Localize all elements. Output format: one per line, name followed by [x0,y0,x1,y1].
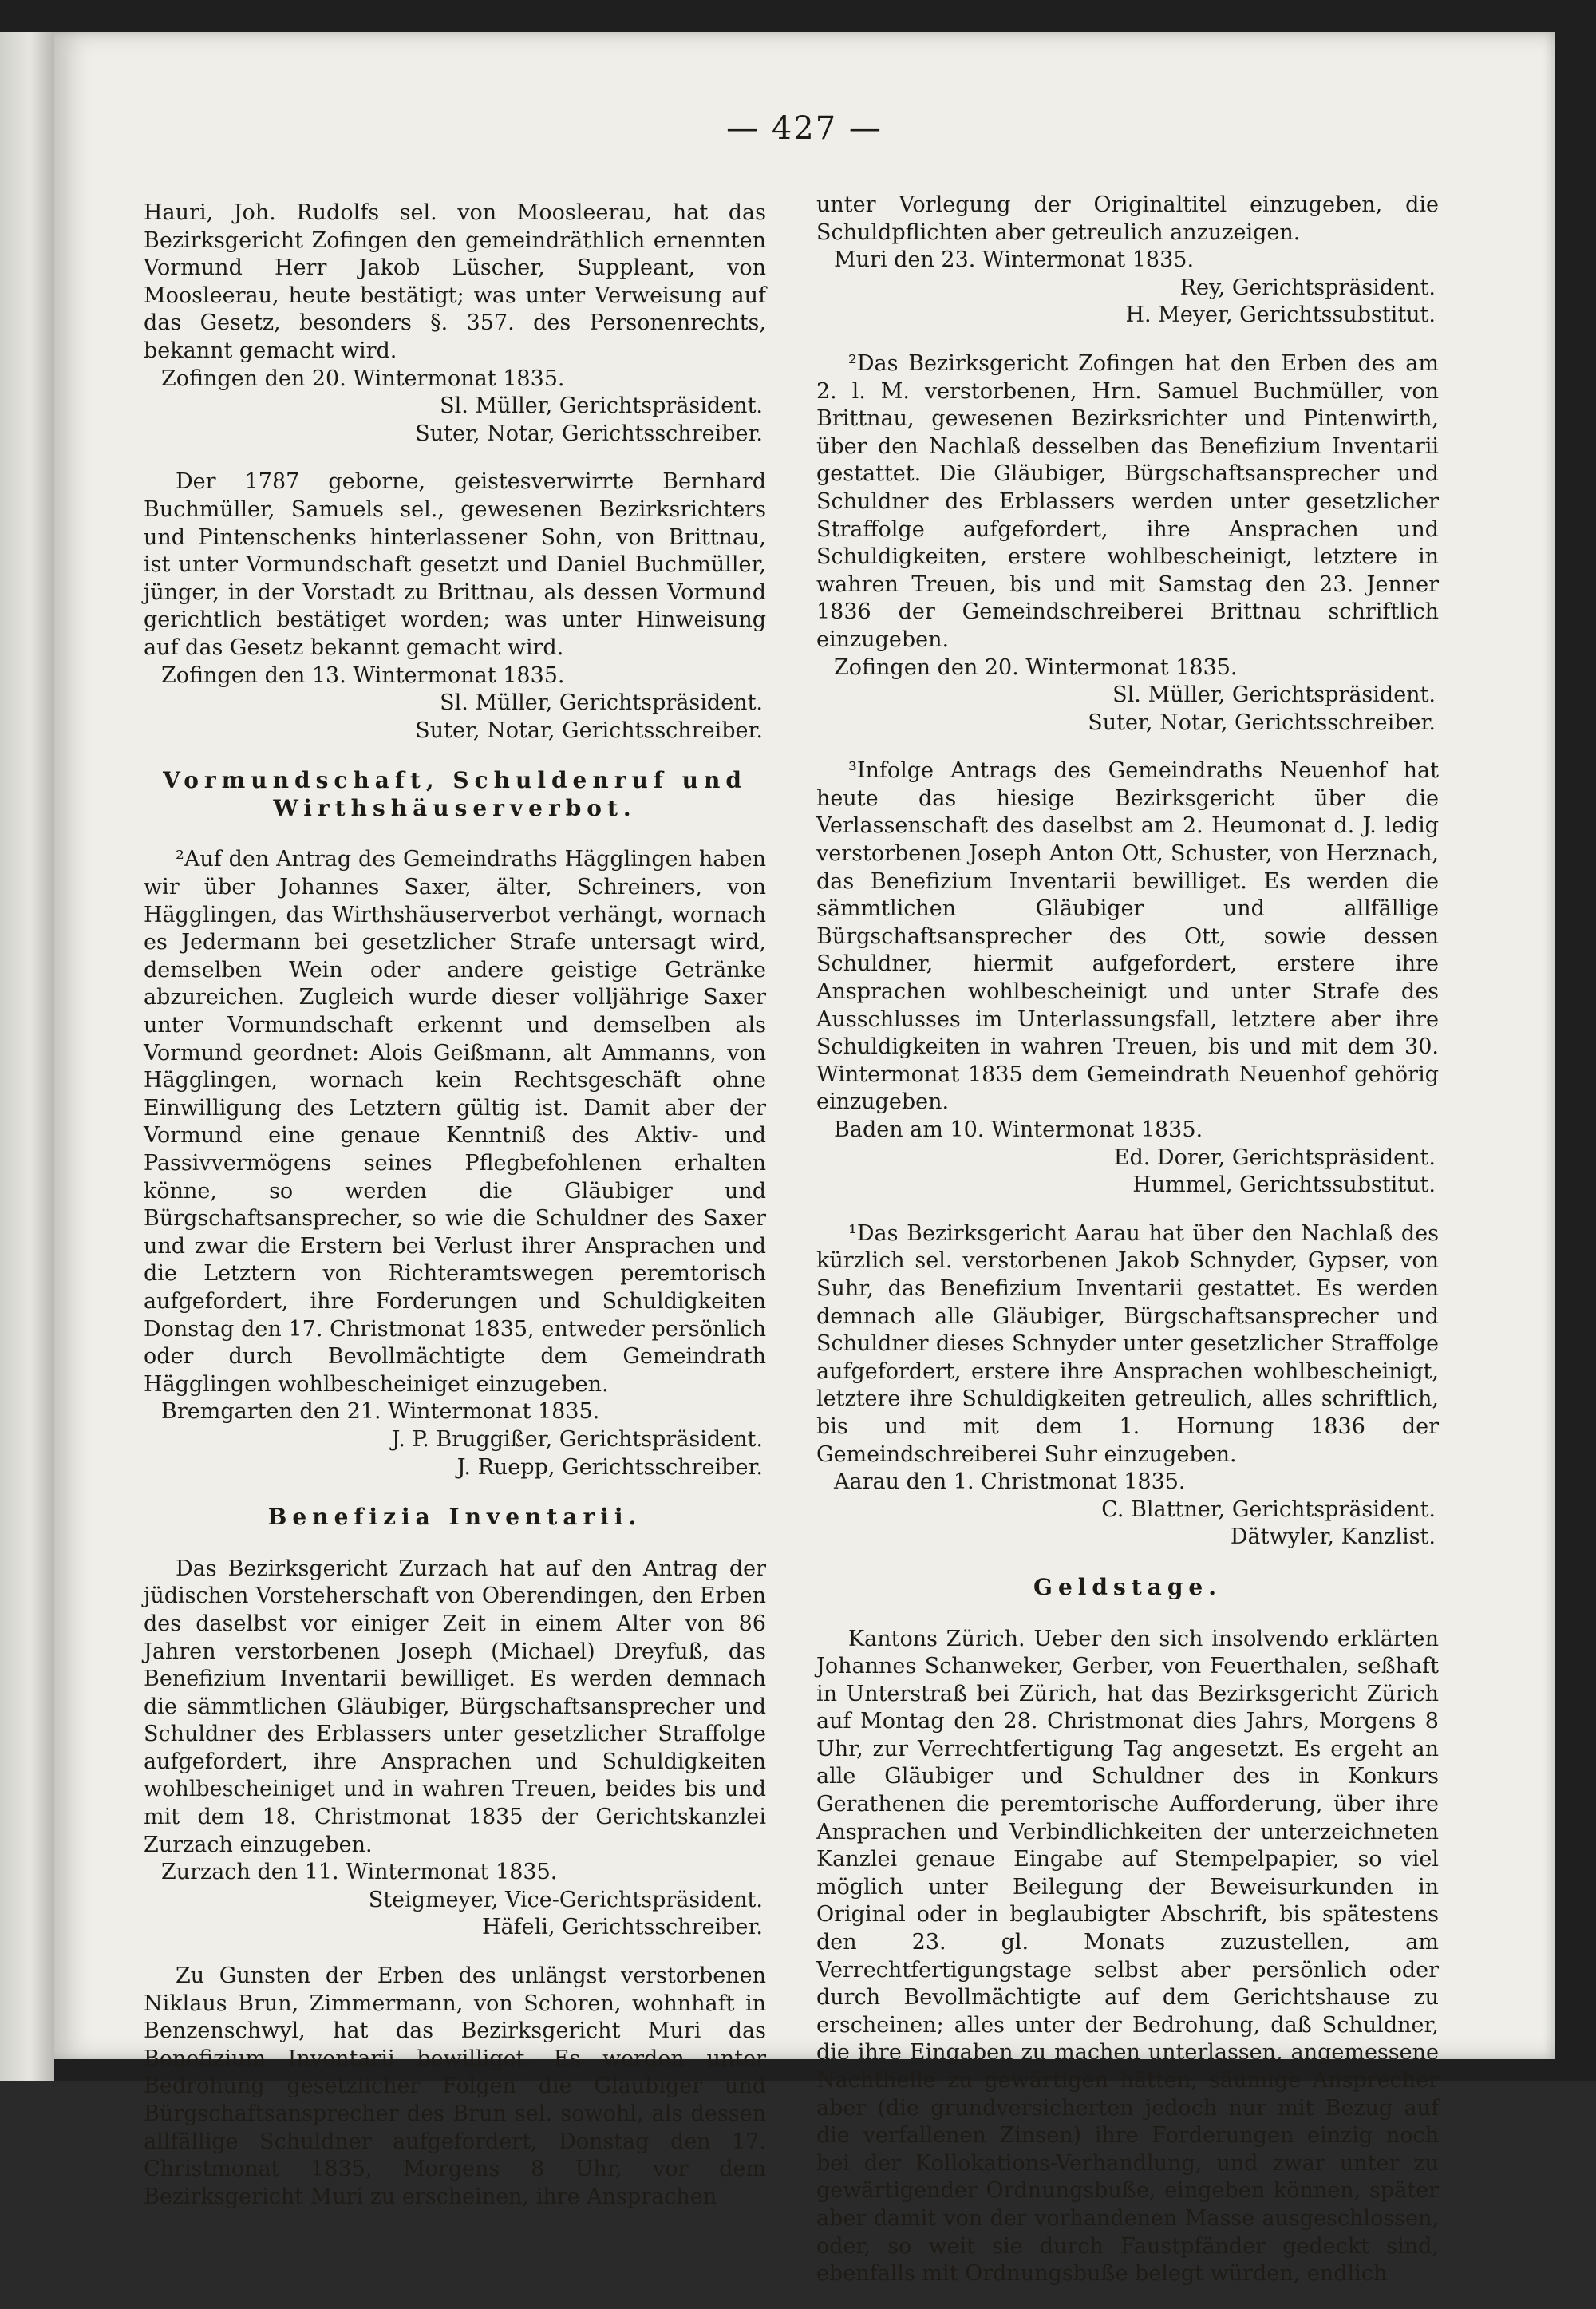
section-heading-geldstage: Geldstage. [1033,1573,1222,1600]
notice-signature: Sl. Müller, Gerichtspräsident. [440,393,763,419]
notice-signature: Hummel, Gerichtssubstitut. [1132,1172,1436,1198]
notice-buchmueller-brittnau [816,350,1439,737]
notice-text: ²Das Bezirksgericht Zofingen hat den Erben des am 2. l. M. verstorbenen, Hrn. Samuel Buchmüller, von Brittnau, gewesenen Bezirksrichter und Pintenwirth, über den Nachlaß desselben das Benefizium Inventarii gestattet. Die Gläubiger, Bürgschaftsansprecher und Schuldner des Erblassers werden unter gesetzlicher Straffolge aufgefordert, ihre Ansprachen und Schuldigkeiten, erstere wohlbescheinigt, letztere in wahren Treuen, bis und mit Samstag den 23. Jenner 1836 der Gemeindschreiberei Brittnau schriftlich einzugeben. [816,350,1439,652]
notice-text: Der 1787 geborne, geistesverwirrte Bernhard Buchmüller, Samuels sel., gewesenen Bezirksrichters und Pintenschenks hinterlassener Sohn, von Brittnau, ist unter Vormundschaft gesetzt und Daniel Buchmüller, jünger, in der Vorstadt zu Brittnau, als dessen Vormund gerichtlich bestätiget worden; was unter Hinweisung auf das Gesetz bekannt gemacht wird. [144,469,766,660]
notice-date: Muri den 23. Wintermonat 1835. [834,247,1195,273]
notice-date: Zofingen den 13. Wintermonat 1835. [161,662,565,688]
notice-signature: Rey, Gerichtspräsident. [1179,275,1436,300]
notice-date: Zurzach den 11. Wintermonat 1835. [161,1860,558,1885]
notice-schanweker-zuerich [816,1626,1439,2288]
section-heading-benefizia: Benefizia Inventarii. [267,1504,642,1531]
notice-signature: Dätwyler, Kanzlist. [1230,1524,1436,1550]
notice-text: ¹Das Bezirksgericht Aarau hat über den Nachlaß des kürzlich sel. verstorbenen Jakob Schnyder, Gypser, von Suhr, das Benefizium Inventarii gestattet. Es werden demnach alle Gläubiger, Bürgschaftsansprecher und Schuldner dieses Schnyder unter gesetzlicher Straffolge aufgefordert, erstere ihre Ansprachen wohlbescheinigt, letztere ihre Schuldigkeiten getreulich, alles schriftlich, bis und mit dem 1. Hornung 1836 der Gemeindschreiberei Suhr einzugeben. [816,1220,1439,1467]
notice-ott-neuenhof [816,757,1439,1200]
notice-vormund-buchmueller [144,469,766,745]
notice-date: Aarau den 1. Christmonat 1835. [834,1469,1186,1495]
notice-date: Baden am 10. Wintermonat 1835. [834,1117,1203,1142]
page-number: — 427 — [726,110,883,147]
notice-signature: J. Ruepp, Gerichtsschreiber. [456,1454,763,1480]
notice-text: Kantons Zürich. Ueber den sich insolvendo erklärten Johannes Schanweker, Gerber, von Feuerthalen, seßhaft in Unterstraß bei Zürich, hat das Bezirksgericht Zürich auf Montag den 28. Christmonat dies Jahrs, Morgens 8 Uhr, zur Verrechtfertigung Tag angesetzt. Es ergeht an alle Gläubiger und Schuldner des in Konkurs Gerathenen die peremtorische Aufforderung, über ihre Ansprachen und Verbindlichkeiten der unterzeichneten Kanzlei genaue Eingabe auf Stempelpapier, so viel möglich unter Beilegung der Beweisurkunden in Original oder in beglaubigter Abschrift, bis spätestens den 23. gl. Monats zuzustellen, am Verrechtfertigungstage selbst aber persönlich oder durch Bevollmächtigte auf dem Gerichtshause zu erscheinen; alles unter der Bedrohung, daß Schuldner, die ihre Eingaben zu machen unterlassen, angemessene Nachtheile zu gewärtigen hätten, säumige Ansprecher aber (die grundversicherten jedoch nur mit Bezug auf die verfallenen Zinsen) ihre Forderungen einzig noch bei der Kollokations-Verhandlung, und zwar unter zu gewärtigender Ordnungsbuße, eingeben können, später aber damit von der vorhandenen Masse ausgeschlossen, oder, so weit sie durch Faustpfänder gedeckt sind, ebenfalls mit Ordnungsbuße belegt würden, endlich [816,1626,1439,2287]
notice-date: Bremgarten den 21. Wintermonat 1835. [161,1399,600,1425]
notice-brun-muri-continued [816,192,1439,330]
notice-text: ³Infolge Antrags des Gemeindraths Neuenhof hat heute das hiesige Bezirksgericht über die Verlassenschaft des daselbst am 2. Heumonat d. J. ledig verstorbenen Joseph Anton Ott, Schuster, von Herznach, das Benefizium Inventarii bewilliget. Es werden die sämmtlichen Gläubiger und allfällige Bürgschaftsansprecher des Ott, sowie dessen Schuldner, hiermit aufgefordert, erstere ihre Ansprachen wohlbescheinigt und unter Strafe des Ausschlusses im Unterlassungsfall, letztere aber ihre Schuldigkeiten in wahren Treuen, bis und mit dem 30. Wintermonat 1835 dem Gemeindrath Neuenhof gehörig einzugeben. [816,758,1439,1115]
section-heading-vormundschaft: Vormundschaft, Schuldenruf und Wirthshäuserverbot. [163,767,747,821]
notice-schnyder-aarau [816,1220,1439,1552]
notice-signature: Sl. Müller, Gerichtspräsident. [1112,682,1436,708]
right-column [816,192,1439,2309]
notice-text: Hauri, Joh. Rudolfs sel. von Moosleerau, hat das Bezirksgericht Zofingen den gemeindräthlich ernennten Vormund Herr Jakob Lüscher, Suppleant, von Moosleerau, heute bestätigt; was unter Verweisung auf das Gesetz, besonders §. 357. des Personenrechts, bekannt gemacht wird. [144,200,766,363]
newspaper-page [54,32,1555,2287]
notice-text: ²Auf den Antrag des Gemeindraths Hägglingen haben wir über Johannes Saxer, älter, Schreiners, von Hägglingen, das Wirthshäuserverbot verhängt, wornach es Jedermann bei gesetzlicher Strafe untersagt wird, demselben Wein oder andere geistige Getränke abzureichen. Zugleich wurde dieser volljährige Saxer unter Vormundschaft erkennt und demselben als Vormund geordnet: Alois Geißmann, alt Ammanns, von Hägglingen, wornach kein Rechtsgeschäft ohne Einwilligung des Letztern gültig ist. Damit aber der Vormund eine genaue Kenntniß des Aktiv- und Passivvermögens seines Pflegbefohlenen erhalten könne, so werden die Gläubiger und Bürgschaftsansprecher, so wie die Schuldner des Saxer und zwar die Erstern bei Verlust ihrer Ansprachen und die Letztern von Richteramtswegen peremtorisch aufgefordert, ihre Forderungen und Schuldigkeiten Donstag den 17. Christmonat 1835, entweder persönlich oder durch Bevollmächtigte dem Gemeindrath Hägglingen wohlbescheiniget einzugeben. [144,847,766,1397]
notice-date: Zofingen den 20. Wintermonat 1835. [834,654,1238,680]
notice-signature: C. Blattner, Gerichtspräsident. [1101,1497,1436,1522]
notice-text: Das Bezirksgericht Zurzach hat auf den Antrag der jüdischen Vorsteherschaft von Oberendingen, den Erben des daselbst vor einiger Zeit in einem Alter von 86 Jahren verstorbenen Joseph (Michael) Dreyfuß, das Benefizium Inventarii bewilliget. Es werden demnach die sämmtlichen Gläubiger, Bürgschaftsansprecher und Schuldner des Erblassers unter gesetzlicher Straffolge aufgefordert, ihre Ansprachen und Schuldigkeiten wohlbescheiniget und in wahren Treuen, beides bis und mit dem 18. Christmonat 1835 der Gerichtskanzlei Zurzach einzugeben. [144,1556,766,1857]
notice-signature: H. Meyer, Gerichtssubstitut. [1125,302,1436,328]
notice-signature: Suter, Notar, Gerichtsschreiber. [415,718,763,743]
notice-signature: J. P. Bruggißer, Gerichtspräsident. [391,1426,763,1452]
notice-signature: Häfeli, Gerichtsschreiber. [481,1915,763,1940]
notice-signature: Sl. Müller, Gerichtspräsident. [440,690,763,716]
left-column [144,200,766,2232]
notice-vormund-hauri [144,200,766,448]
previous-page-edge [0,32,54,2081]
notice-signature: Steigmeyer, Vice-Gerichtspräsident. [368,1887,763,1912]
notice-text: Zu Gunsten der Erben des unlängst verstorbenen Niklaus Brun, Zimmermann, von Schoren, wohnhaft in Benzenschwyl, hat das Bezirksgericht Muri das Benefizium Inventarii bewilliget. Es werden unter Bedrohung gesetzlicher Folgen die Gläubiger und Bürgschaftsansprecher des Brun sel. sowohl, als dessen allfällige Schuldner aufgefordert, Donstag den 17. Christmonat 1835, Morgens 8 Uhr, vor dem Bezirksgericht Muri zu erscheinen, ihre Ansprachen [144,1963,766,2209]
notice-saxer-haegglingen [144,846,766,1481]
notice-date: Zofingen den 20. Wintermonat 1835. [161,366,565,391]
notice-dreyfuss-zurzach [144,1556,766,1942]
notice-signature: Ed. Dorer, Gerichtspräsident. [1113,1145,1436,1170]
notice-signature: Suter, Notar, Gerichtsschreiber. [415,421,763,446]
notice-text: unter Vorlegung der Originaltitel einzugeben, die Schuldpflichten aber getreulich anzuzeigen. [816,192,1439,245]
notice-brun-muri [144,1963,766,2211]
notice-signature: Suter, Notar, Gerichtsschreiber. [1088,710,1436,735]
